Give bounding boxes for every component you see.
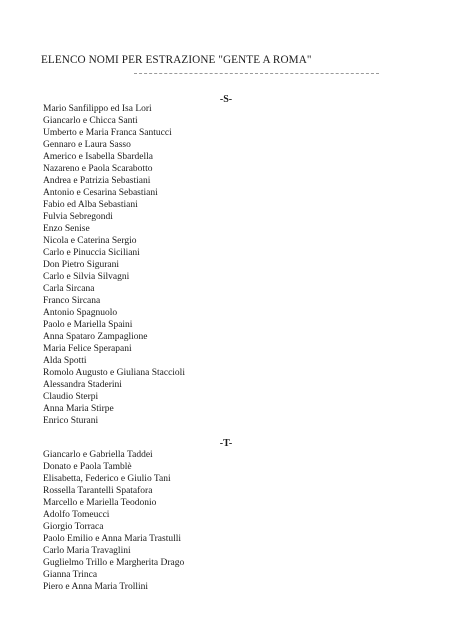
list-item: Giancarlo e Chicca Santi xyxy=(43,116,138,126)
list-item: Romolo Augusto e Giuliana Staccioli xyxy=(43,368,185,378)
section-heading-t: -T- xyxy=(219,438,233,449)
list-item: Piero e Anna Maria Trollini xyxy=(43,582,149,592)
list-item: Paolo e Mariella Spaini xyxy=(43,320,133,330)
list-item: Umberto e Maria Franca Santucci xyxy=(43,128,172,138)
list-item: Carlo e Pinuccia Siciliani xyxy=(43,248,140,258)
list-item: Guglielmo Trillo e Margherita Drago xyxy=(43,558,185,568)
list-item: Giorgio Torraca xyxy=(43,522,104,532)
list-item: Rossella Tarantelli Spatafora xyxy=(43,486,153,496)
list-item: Claudio Sterpi xyxy=(43,392,99,402)
section-heading-s: -S- xyxy=(219,94,233,105)
list-item: Don Pietro Sigurani xyxy=(43,260,119,270)
title-divider xyxy=(134,73,379,74)
list-item: Mario Sanfilippo ed Isa Lori xyxy=(43,104,152,114)
list-item: Nazareno e Paola Scarabotto xyxy=(43,164,153,174)
list-item: Alda Spotti xyxy=(43,356,87,366)
list-item: Andrea e Patrizia Sebastiani xyxy=(43,176,151,186)
list-item: Anna Maria Stirpe xyxy=(43,404,114,414)
list-item: Anna Spataro Zampaglione xyxy=(43,332,148,342)
list-item: Franco Sircana xyxy=(43,296,101,306)
list-item: Adolfo Tomeucci xyxy=(43,510,110,520)
list-item: Gennaro e Laura Sasso xyxy=(43,140,131,150)
list-item: Fulvia Sebregondi xyxy=(43,212,113,222)
list-item: Gianna Trinca xyxy=(43,570,98,580)
list-item: Giancarlo e Gabriella Taddei xyxy=(43,450,153,460)
list-item: Alessandra Staderini xyxy=(43,380,122,390)
names-list-t xyxy=(43,449,184,593)
list-item: Nicola e Caterina Sergio xyxy=(43,236,137,246)
names-list-s xyxy=(43,103,185,427)
list-item: Antonio Spagnuolo xyxy=(43,308,118,318)
list-item: Carla Sircana xyxy=(43,284,95,294)
list-item: Paolo Emilio e Anna Maria Trastulli xyxy=(43,534,182,544)
list-item: Fabio ed Alba Sebastiani xyxy=(43,200,138,210)
list-item: Marcello e Mariella Teodonio xyxy=(43,498,157,508)
list-item: Maria Felice Sperapani xyxy=(43,344,132,354)
list-item: Enzo Senise xyxy=(43,224,90,234)
document-title: ELENCO NOMI PER ESTRAZIONE "GENTE A ROMA" xyxy=(41,54,312,66)
list-item: Americo e Isabella Sbardella xyxy=(43,152,153,162)
list-item: Carlo e Silvia Silvagni xyxy=(43,272,130,282)
list-item: Antonio e Cesarina Sebastiani xyxy=(43,188,158,198)
list-item: Elisabetta, Federico e Giulio Tani xyxy=(43,474,171,484)
list-item: Carlo Maria Travaglini xyxy=(43,546,131,556)
list-item: Enrico Sturani xyxy=(43,416,99,426)
list-item: Donato e Paola Tamblè xyxy=(43,462,132,472)
